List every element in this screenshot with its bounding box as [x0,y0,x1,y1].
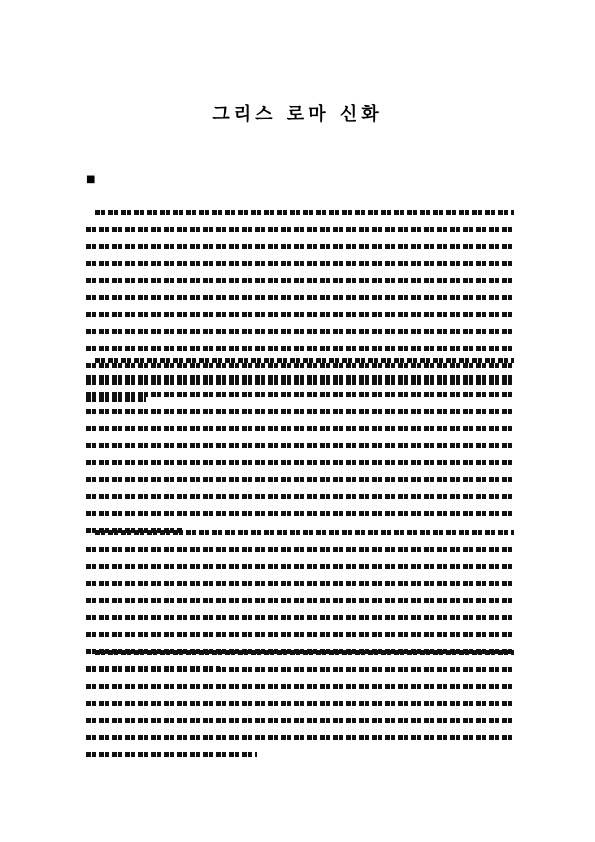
text-line [86,409,514,414]
text-line [86,547,514,552]
text-line [86,615,514,620]
text-line [86,494,514,499]
text-line [95,210,514,215]
text-line [86,392,514,397]
text-line [86,752,257,757]
paragraph-4 [86,650,514,769]
text-line [86,278,514,283]
text-line [86,460,514,465]
text-line [86,227,514,232]
text-line [86,735,514,740]
text-line [86,632,514,637]
text-line [86,598,514,603]
text-line [86,564,514,569]
text-line [86,718,514,723]
text-line [86,701,514,706]
paragraph-2 [86,358,514,545]
text-line [86,426,514,431]
text-line [86,581,514,586]
text-line [86,477,514,482]
text-line [86,684,514,689]
text-line [95,358,514,363]
text-line [86,261,514,266]
text-line [86,295,514,300]
section-heading: ■ [86,174,96,185]
text-line [95,650,514,655]
page-title: 그리스 로마 신화 [212,104,383,125]
text-line [86,375,514,380]
text-line [95,530,514,535]
text-line [86,511,514,516]
text-line [86,443,514,448]
text-line [86,329,514,334]
text-line [86,346,514,351]
text-line [86,244,514,249]
text-line [86,667,514,672]
text-line [86,312,514,317]
